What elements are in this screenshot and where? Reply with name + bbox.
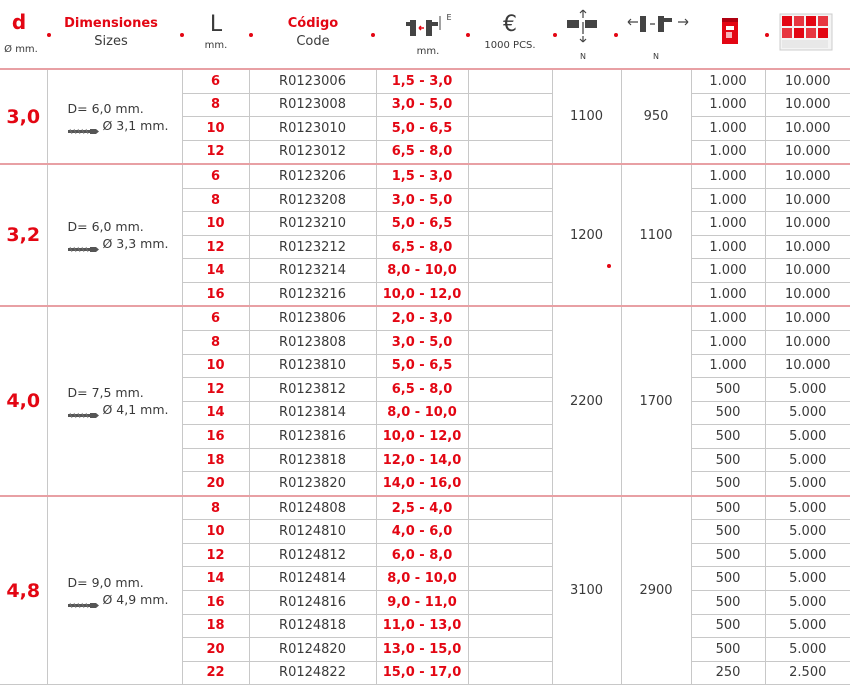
code-cell: R0123012 bbox=[249, 140, 376, 164]
header-grip-unit: mm. bbox=[416, 46, 440, 57]
box-qty-cell: 500 bbox=[691, 614, 765, 638]
code-cell: R0123210 bbox=[249, 212, 376, 236]
length-cell: 14 bbox=[182, 401, 249, 425]
drill-diameter: Ø 3,3 mm. bbox=[102, 236, 169, 252]
box-qty-cell: 500 bbox=[691, 520, 765, 544]
carton-qty-cell: 5.000 bbox=[765, 520, 850, 544]
header-grip-letter: E bbox=[446, 13, 452, 22]
header-separator-dot bbox=[765, 33, 769, 37]
code-cell: R0124808 bbox=[249, 496, 376, 520]
grip-range-cell: 2,5 - 4,0 bbox=[376, 496, 468, 520]
carton-qty-cell: 5.000 bbox=[765, 591, 850, 615]
price-cell bbox=[468, 614, 552, 638]
drill-diameter-line bbox=[68, 117, 182, 134]
price-cell bbox=[468, 140, 552, 164]
price-cell bbox=[468, 93, 552, 117]
carton-qty-cell: 2.500 bbox=[765, 661, 850, 685]
drill-bit-icon bbox=[68, 596, 100, 603]
table-header bbox=[0, 0, 850, 68]
price-cell bbox=[468, 188, 552, 212]
code-cell: R0123212 bbox=[249, 235, 376, 259]
head-diameter: D= 6,0 mm. bbox=[67, 219, 144, 235]
grip-range-cell: 10,0 - 12,0 bbox=[376, 425, 468, 449]
box-qty-cell: 500 bbox=[691, 591, 765, 615]
box-qty-cell: 1.000 bbox=[691, 188, 765, 212]
grip-range-cell: 5,0 - 6,5 bbox=[376, 354, 468, 378]
carton-qty-cell: 10.000 bbox=[765, 93, 850, 117]
price-cell bbox=[468, 212, 552, 236]
tensile-cell: 950 bbox=[621, 69, 691, 164]
code-cell: R0124810 bbox=[249, 520, 376, 544]
grip-range-cell: 15,0 - 17,0 bbox=[376, 661, 468, 685]
price-cell bbox=[468, 401, 552, 425]
grip-range-cell: 3,0 - 5,0 bbox=[376, 331, 468, 355]
box-qty-cell: 1.000 bbox=[691, 140, 765, 164]
length-cell: 6 bbox=[182, 306, 249, 330]
length-cell: 20 bbox=[182, 638, 249, 662]
box-qty-cell: 1.000 bbox=[691, 117, 765, 141]
grip-range-cell: 11,0 - 13,0 bbox=[376, 614, 468, 638]
dimensions-cell bbox=[47, 306, 182, 495]
table-row bbox=[0, 306, 850, 330]
grip-range-cell: 9,0 - 11,0 bbox=[376, 591, 468, 615]
box-qty-cell: 500 bbox=[691, 401, 765, 425]
grip-range-cell: 14,0 - 16,0 bbox=[376, 472, 468, 496]
code-cell: R0124818 bbox=[249, 614, 376, 638]
table-row bbox=[0, 496, 850, 520]
carton-qty-cell: 5.000 bbox=[765, 496, 850, 520]
box-qty-cell: 1.000 bbox=[691, 69, 765, 93]
header-tensile-unit: N bbox=[653, 52, 659, 61]
header-dims-es: Dimensiones bbox=[64, 16, 158, 31]
code-cell: R0123810 bbox=[249, 354, 376, 378]
carton-qty-cell: 5.000 bbox=[765, 378, 850, 402]
code-cell: R0123214 bbox=[249, 259, 376, 283]
price-cell bbox=[468, 117, 552, 141]
box-qty-cell: 1.000 bbox=[691, 354, 765, 378]
carton-qty-cell: 5.000 bbox=[765, 448, 850, 472]
header-separator-dot bbox=[466, 33, 470, 37]
price-cell bbox=[468, 69, 552, 93]
drill-diameter: Ø 4,9 mm. bbox=[102, 591, 169, 607]
code-cell: R0123208 bbox=[249, 188, 376, 212]
price-cell bbox=[468, 448, 552, 472]
box-qty-cell: 1.000 bbox=[691, 259, 765, 283]
grip-range-cell: 2,0 - 3,0 bbox=[376, 306, 468, 330]
length-cell: 6 bbox=[182, 69, 249, 93]
grip-range-cell: 8,0 - 10,0 bbox=[376, 259, 468, 283]
header-separator-dot bbox=[553, 33, 557, 37]
code-cell: R0124820 bbox=[249, 638, 376, 662]
price-cell bbox=[468, 378, 552, 402]
carton-qty-cell: 5.000 bbox=[765, 401, 850, 425]
shear-cell: 2200 bbox=[552, 306, 621, 495]
length-cell: 22 bbox=[182, 661, 249, 685]
drill-bit-icon bbox=[68, 406, 100, 413]
grip-range-cell: 6,5 - 8,0 bbox=[376, 140, 468, 164]
dimensions-cell bbox=[47, 69, 182, 164]
carton-qty-cell: 10.000 bbox=[765, 188, 850, 212]
length-cell: 16 bbox=[182, 591, 249, 615]
box-qty-cell: 1.000 bbox=[691, 212, 765, 236]
grip-range-cell: 8,0 - 10,0 bbox=[376, 567, 468, 591]
grip-range-cell: 8,0 - 10,0 bbox=[376, 401, 468, 425]
box-qty-cell: 1.000 bbox=[691, 282, 765, 306]
price-cell bbox=[468, 259, 552, 283]
carton-qty-cell: 5.000 bbox=[765, 543, 850, 567]
carton-qty-cell: 10.000 bbox=[765, 140, 850, 164]
length-cell: 12 bbox=[182, 543, 249, 567]
dimensions-cell bbox=[47, 164, 182, 306]
header-code-es: Código bbox=[287, 16, 339, 31]
header-len-label: L bbox=[209, 12, 223, 37]
shear-cell: 1200 bbox=[552, 164, 621, 306]
length-cell: 20 bbox=[182, 472, 249, 496]
carton-qty-cell: 5.000 bbox=[765, 567, 850, 591]
length-cell: 10 bbox=[182, 117, 249, 141]
grip-range-cell: 5,0 - 6,5 bbox=[376, 117, 468, 141]
code-cell: R0123812 bbox=[249, 378, 376, 402]
grip-range-cell: 12,0 - 14,0 bbox=[376, 448, 468, 472]
box-qty-cell: 500 bbox=[691, 472, 765, 496]
box-qty-cell: 1.000 bbox=[691, 235, 765, 259]
header-price-unit: 1000 PCS. bbox=[484, 40, 536, 51]
grip-range-cell: 6,5 - 8,0 bbox=[376, 235, 468, 259]
box-qty-cell: 1.000 bbox=[691, 164, 765, 188]
diameter-cell: 4,0 bbox=[0, 306, 47, 495]
header-separator-dot bbox=[614, 33, 618, 37]
header-separator-dot bbox=[180, 33, 184, 37]
price-cell bbox=[468, 591, 552, 615]
length-cell: 18 bbox=[182, 448, 249, 472]
length-cell: 12 bbox=[182, 378, 249, 402]
grip-range-cell: 3,0 - 5,0 bbox=[376, 188, 468, 212]
length-cell: 10 bbox=[182, 212, 249, 236]
length-cell: 18 bbox=[182, 614, 249, 638]
drill-bit-icon bbox=[68, 122, 100, 129]
carton-qty-cell: 10.000 bbox=[765, 259, 850, 283]
shear-cell: 1100 bbox=[552, 69, 621, 164]
header-separator-dot bbox=[249, 33, 253, 37]
carton-qty-cell: 5.000 bbox=[765, 614, 850, 638]
code-cell: R0123808 bbox=[249, 331, 376, 355]
tensile-cell: 2900 bbox=[621, 496, 691, 685]
length-cell: 8 bbox=[182, 331, 249, 355]
length-cell: 16 bbox=[182, 282, 249, 306]
length-cell: 10 bbox=[182, 520, 249, 544]
grip-range-cell: 5,0 - 6,5 bbox=[376, 212, 468, 236]
price-cell bbox=[468, 235, 552, 259]
box-qty-cell: 1.000 bbox=[691, 331, 765, 355]
header-dims-en: Sizes bbox=[94, 34, 128, 49]
length-cell: 14 bbox=[182, 567, 249, 591]
head-diameter: D= 7,5 mm. bbox=[67, 385, 144, 401]
price-cell bbox=[468, 282, 552, 306]
carton-qty-cell: 10.000 bbox=[765, 212, 850, 236]
carton-qty-cell: 5.000 bbox=[765, 472, 850, 496]
length-cell: 12 bbox=[182, 235, 249, 259]
drill-diameter-line bbox=[68, 235, 182, 252]
tensile-cell: 1700 bbox=[621, 306, 691, 495]
drill-diameter-line bbox=[68, 401, 182, 418]
dimensions-cell bbox=[47, 496, 182, 685]
header-code-en: Code bbox=[296, 34, 330, 49]
length-cell: 8 bbox=[182, 93, 249, 117]
shear-strength-icon bbox=[563, 6, 603, 44]
box-qty-cell: 500 bbox=[691, 567, 765, 591]
length-cell: 8 bbox=[182, 496, 249, 520]
code-cell: R0123814 bbox=[249, 401, 376, 425]
drill-diameter-line bbox=[68, 591, 182, 608]
code-cell: R0123010 bbox=[249, 117, 376, 141]
drill-bit-icon bbox=[68, 240, 100, 247]
header-len-unit: mm. bbox=[204, 40, 228, 51]
price-cell bbox=[468, 638, 552, 662]
grip-range-cell: 6,0 - 8,0 bbox=[376, 543, 468, 567]
carton-qty-cell: 10.000 bbox=[765, 354, 850, 378]
code-cell: R0123816 bbox=[249, 425, 376, 449]
carton-qty-cell: 10.000 bbox=[765, 306, 850, 330]
product-table bbox=[0, 68, 850, 685]
header-d-label: d bbox=[11, 10, 27, 34]
box-qty-cell: 500 bbox=[691, 496, 765, 520]
carton-qty-cell: 10.000 bbox=[765, 69, 850, 93]
code-cell: R0123006 bbox=[249, 69, 376, 93]
box-icon bbox=[716, 14, 746, 48]
header-d-unit: Ø mm. bbox=[4, 44, 38, 55]
carton-qty-cell: 10.000 bbox=[765, 117, 850, 141]
grip-range-cell: 10,0 - 12,0 bbox=[376, 282, 468, 306]
carton-pallet-icon bbox=[772, 4, 838, 56]
price-cell bbox=[468, 331, 552, 355]
price-cell bbox=[468, 306, 552, 330]
drill-diameter: Ø 4,1 mm. bbox=[102, 402, 169, 418]
code-cell: R0123008 bbox=[249, 93, 376, 117]
price-cell bbox=[468, 496, 552, 520]
grip-range-cell: 4,0 - 6,0 bbox=[376, 520, 468, 544]
product-table-body bbox=[0, 69, 850, 685]
code-cell: R0123806 bbox=[249, 306, 376, 330]
box-qty-cell: 500 bbox=[691, 448, 765, 472]
box-qty-cell: 1.000 bbox=[691, 93, 765, 117]
length-cell: 8 bbox=[182, 188, 249, 212]
head-diameter: D= 9,0 mm. bbox=[67, 574, 144, 590]
price-cell bbox=[468, 425, 552, 449]
grip-range-cell: 3,0 - 5,0 bbox=[376, 93, 468, 117]
diameter-cell: 4,8 bbox=[0, 496, 47, 685]
box-qty-cell: 500 bbox=[691, 543, 765, 567]
tensile-cell: 1100 bbox=[621, 164, 691, 306]
grip-range-cell: 1,5 - 3,0 bbox=[376, 69, 468, 93]
grip-range-cell: 1,5 - 3,0 bbox=[376, 164, 468, 188]
length-cell: 16 bbox=[182, 425, 249, 449]
price-cell bbox=[468, 661, 552, 685]
price-cell bbox=[468, 520, 552, 544]
header-price-symbol: € bbox=[503, 12, 517, 37]
price-cell bbox=[468, 567, 552, 591]
length-cell: 14 bbox=[182, 259, 249, 283]
code-cell: R0124814 bbox=[249, 567, 376, 591]
grip-range-cell: 13,0 - 15,0 bbox=[376, 638, 468, 662]
code-cell: R0124816 bbox=[249, 591, 376, 615]
length-cell: 10 bbox=[182, 354, 249, 378]
box-qty-cell: 500 bbox=[691, 378, 765, 402]
table-row bbox=[0, 69, 850, 93]
diameter-cell: 3,2 bbox=[0, 164, 47, 306]
price-cell bbox=[468, 164, 552, 188]
grip-range-cell: 6,5 - 8,0 bbox=[376, 378, 468, 402]
carton-qty-cell: 5.000 bbox=[765, 638, 850, 662]
header-shear-unit: N bbox=[580, 52, 586, 61]
tensile-strength-icon bbox=[626, 8, 690, 42]
carton-qty-cell: 10.000 bbox=[765, 331, 850, 355]
head-diameter: D= 6,0 mm. bbox=[67, 100, 144, 116]
box-qty-cell: 500 bbox=[691, 638, 765, 662]
carton-qty-cell: 10.000 bbox=[765, 282, 850, 306]
price-cell bbox=[468, 472, 552, 496]
length-cell: 6 bbox=[182, 164, 249, 188]
shear-cell: 3100 bbox=[552, 496, 621, 685]
box-qty-cell: 1.000 bbox=[691, 306, 765, 330]
header-separator-dot bbox=[371, 33, 375, 37]
box-qty-cell: 250 bbox=[691, 661, 765, 685]
length-cell: 12 bbox=[182, 140, 249, 164]
code-cell: R0123820 bbox=[249, 472, 376, 496]
code-cell: R0123206 bbox=[249, 164, 376, 188]
carton-qty-cell: 10.000 bbox=[765, 164, 850, 188]
table-row bbox=[0, 164, 850, 188]
box-qty-cell: 500 bbox=[691, 425, 765, 449]
stray-red-dot bbox=[607, 264, 611, 268]
carton-qty-cell: 10.000 bbox=[765, 235, 850, 259]
header-separator-dot bbox=[47, 33, 51, 37]
code-cell: R0124822 bbox=[249, 661, 376, 685]
code-cell: R0123216 bbox=[249, 282, 376, 306]
code-cell: R0124812 bbox=[249, 543, 376, 567]
carton-qty-cell: 5.000 bbox=[765, 425, 850, 449]
diameter-cell: 3,0 bbox=[0, 69, 47, 164]
price-cell bbox=[468, 543, 552, 567]
drill-diameter: Ø 3,1 mm. bbox=[102, 117, 169, 133]
price-cell bbox=[468, 354, 552, 378]
code-cell: R0123818 bbox=[249, 448, 376, 472]
